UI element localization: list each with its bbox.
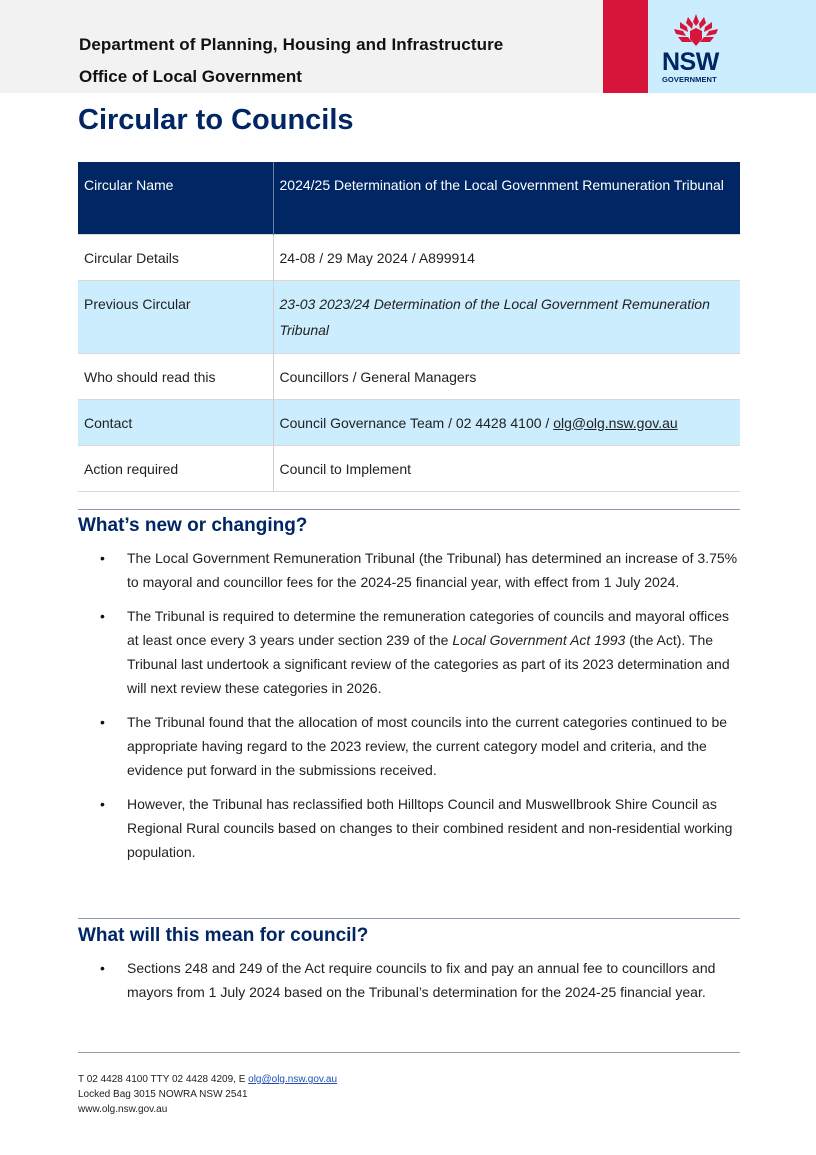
table-row bbox=[78, 234, 740, 280]
list-item-text: The Tribunal is required to determine the remuneration categories of councils and mayoral offices at least once every 3 years under section 239 of the bbox=[127, 608, 730, 648]
department-name: Department of Planning, Housing and Infrastructure bbox=[79, 35, 504, 54]
list-item: • The Tribunal found that the allocation of most councils into the current categories continued to be appropriate having regard to the 2023 review, the current category model and criteria, and the evidence put forward in the submissions received. bbox=[100, 710, 740, 782]
act-name: Local Government Act 1993 bbox=[452, 632, 626, 648]
table-row bbox=[78, 399, 740, 445]
section-divider bbox=[78, 918, 740, 919]
table-row bbox=[78, 353, 740, 399]
logo-nsw-text: NSW bbox=[662, 48, 719, 76]
list-item: • The Local Government Remuneration Tribunal (the Tribunal) has determined an increase of 3.75% to mayoral and councillor fees for the 2024-25 financial year, with effect from 1 July 2024. bbox=[100, 546, 740, 594]
circular-details-value: 24-08 / 29 May 2024 / A899914 bbox=[273, 234, 740, 280]
table-row bbox=[78, 280, 740, 353]
whats-new-list bbox=[100, 546, 740, 874]
who-should-read-label: Who should read this bbox=[78, 353, 273, 399]
footer-address: Locked Bag 3015 NOWRA NSW 2541 bbox=[78, 1089, 248, 1100]
list-item: • Sections 248 and 249 of the Act require councils to fix and pay an annual fee to councillors and mayors from 1 July 2024 based on the Tribunal’s determination for the 2024-25 financial year. bbox=[100, 956, 740, 1004]
circular-name-label: Circular Name bbox=[78, 162, 273, 234]
footer-divider bbox=[78, 1052, 740, 1053]
office-name: Office of Local Government bbox=[79, 67, 302, 86]
footer-email-link[interactable]: olg@olg.nsw.gov.au bbox=[248, 1074, 338, 1085]
footer-website-link[interactable]: www.olg.nsw.gov.au bbox=[78, 1104, 168, 1115]
what-will-this-mean-list bbox=[100, 956, 740, 1014]
circular-info-table bbox=[78, 162, 740, 492]
action-required-label: Action required bbox=[78, 445, 273, 491]
nsw-government-logo bbox=[660, 12, 730, 84]
page-title: Circular to Councils bbox=[78, 104, 354, 136]
circular-details-label: Circular Details bbox=[78, 234, 273, 280]
header-red-bar bbox=[603, 0, 648, 93]
contact-value bbox=[273, 399, 740, 445]
section-divider bbox=[78, 509, 740, 510]
table-row bbox=[78, 162, 740, 234]
section-title-whats-new: What’s new or changing? bbox=[78, 515, 308, 536]
circular-name-value: 2024/25 Determination of the Local Government Remuneration Tribunal bbox=[273, 162, 740, 234]
waratah-icon bbox=[668, 12, 724, 48]
footer-phone-text: T 02 4428 4100 TTY 02 4428 4209, E bbox=[78, 1074, 249, 1085]
who-should-read-value: Councillors / General Managers bbox=[273, 353, 740, 399]
contact-email-link[interactable]: olg@olg.nsw.gov.au bbox=[553, 414, 678, 431]
previous-circular-label: Previous Circular bbox=[78, 280, 273, 353]
list-item-text: (the Act). The Tribunal last undertook a significant review of the categories as part of its 2023 determination and will next review these categories in 2026. bbox=[127, 632, 730, 696]
previous-circular-value: 23-03 2023/24 Determination of the Local Government Remuneration Tribunal bbox=[273, 280, 740, 353]
contact-text: Council Governance Team / 02 4428 4100 / bbox=[279, 414, 554, 431]
logo-government-text: GOVERNMENT bbox=[662, 75, 717, 84]
list-item: • However, the Tribunal has reclassified both Hilltops Council and Muswellbrook Shire Council as Regional Rural councils based on changes to their combined resident and non-residential working population. bbox=[100, 792, 740, 864]
contact-label: Contact bbox=[78, 399, 273, 445]
section-title-what-will-this-mean: What will this mean for council? bbox=[78, 925, 369, 946]
list-item bbox=[100, 604, 740, 700]
footer-contact-line bbox=[78, 1072, 337, 1087]
table-row bbox=[78, 445, 740, 491]
action-required-value: Council to Implement bbox=[273, 445, 740, 491]
